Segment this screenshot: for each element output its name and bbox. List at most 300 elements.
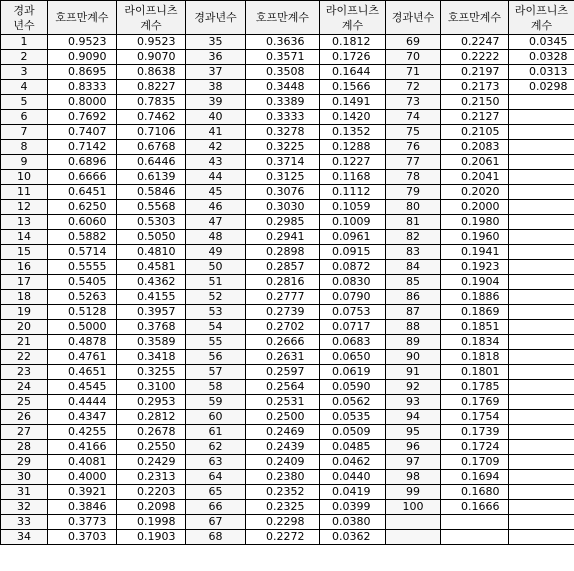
table-row xyxy=(1,140,574,155)
year-cell: 5 xyxy=(1,95,48,110)
table-row xyxy=(1,425,574,440)
hoffmann-cell: 0.2531 xyxy=(246,395,320,410)
leibniz-cell xyxy=(509,200,574,215)
year-cell: 97 xyxy=(386,455,441,470)
year-cell: 27 xyxy=(1,425,48,440)
hoffmann-cell: 0.2666 xyxy=(246,335,320,350)
year-cell: 47 xyxy=(186,215,246,230)
hoffmann-cell: 0.2380 xyxy=(246,470,320,485)
year-cell: 63 xyxy=(186,455,246,470)
hoffmann-cell: 0.3448 xyxy=(246,80,320,95)
hoffmann-cell: 0.3030 xyxy=(246,200,320,215)
year-cell: 62 xyxy=(186,440,246,455)
hoffmann-cell: 0.2197 xyxy=(441,65,509,80)
table-row xyxy=(1,455,574,470)
hoffmann-cell: 0.3571 xyxy=(246,50,320,65)
table-row xyxy=(1,320,574,335)
leibniz-cell: 0.1644 xyxy=(320,65,386,80)
leibniz-cell xyxy=(509,95,574,110)
hoffmann-cell: 0.3278 xyxy=(246,125,320,140)
leibniz-cell: 0.0509 xyxy=(320,425,386,440)
year-cell: 6 xyxy=(1,110,48,125)
leibniz-cell: 0.8638 xyxy=(117,65,186,80)
year-cell: 66 xyxy=(186,500,246,515)
table-row xyxy=(1,335,574,350)
hoffmann-cell: 0.1709 xyxy=(441,455,509,470)
leibniz-cell: 0.1227 xyxy=(320,155,386,170)
year-cell: 43 xyxy=(186,155,246,170)
hoffmann-cell: 0.3846 xyxy=(48,500,117,515)
leibniz-cell: 0.0462 xyxy=(320,455,386,470)
header-hoffmann: 호프만계수 xyxy=(441,1,509,35)
year-cell: 59 xyxy=(186,395,246,410)
year-cell: 54 xyxy=(186,320,246,335)
table-row xyxy=(1,275,574,290)
year-cell: 40 xyxy=(186,110,246,125)
hoffmann-cell: 0.2469 xyxy=(246,425,320,440)
table-row xyxy=(1,380,574,395)
leibniz-cell: 0.0362 xyxy=(320,530,386,545)
year-cell: 94 xyxy=(386,410,441,425)
hoffmann-cell: 0.2739 xyxy=(246,305,320,320)
header-hoffmann: 호프만계수 xyxy=(246,1,320,35)
table-row xyxy=(1,305,574,320)
year-cell: 18 xyxy=(1,290,48,305)
header-leibniz: 라이프니츠 계수 xyxy=(117,1,186,35)
table-row xyxy=(1,170,574,185)
year-cell: 25 xyxy=(1,395,48,410)
leibniz-cell xyxy=(509,125,574,140)
leibniz-cell xyxy=(509,275,574,290)
year-cell: 36 xyxy=(186,50,246,65)
leibniz-cell: 0.0485 xyxy=(320,440,386,455)
year-cell: 2 xyxy=(1,50,48,65)
year-cell xyxy=(386,515,441,530)
year-cell: 70 xyxy=(386,50,441,65)
year-cell: 21 xyxy=(1,335,48,350)
hoffmann-cell: 0.1834 xyxy=(441,335,509,350)
hoffmann-cell: 0.4347 xyxy=(48,410,117,425)
hoffmann-cell: 0.2898 xyxy=(246,245,320,260)
header-year: 경과년수 xyxy=(386,1,441,35)
leibniz-cell: 0.0298 xyxy=(509,80,574,95)
year-cell: 57 xyxy=(186,365,246,380)
leibniz-cell xyxy=(509,140,574,155)
table-row xyxy=(1,530,574,545)
leibniz-cell: 0.4155 xyxy=(117,290,186,305)
year-cell: 98 xyxy=(386,470,441,485)
leibniz-cell xyxy=(509,110,574,125)
hoffmann-cell: 0.1941 xyxy=(441,245,509,260)
leibniz-cell: 0.5050 xyxy=(117,230,186,245)
table-row xyxy=(1,50,574,65)
table-row xyxy=(1,290,574,305)
leibniz-cell xyxy=(509,290,574,305)
year-cell: 28 xyxy=(1,440,48,455)
leibniz-cell: 0.9523 xyxy=(117,35,186,50)
year-cell: 74 xyxy=(386,110,441,125)
leibniz-cell: 0.0399 xyxy=(320,500,386,515)
year-cell: 49 xyxy=(186,245,246,260)
year-cell: 32 xyxy=(1,500,48,515)
hoffmann-cell: 0.2409 xyxy=(246,455,320,470)
leibniz-cell: 0.7106 xyxy=(117,125,186,140)
leibniz-cell xyxy=(509,320,574,335)
hoffmann-cell: 0.1960 xyxy=(441,230,509,245)
hoffmann-cell: 0.3703 xyxy=(48,530,117,545)
hoffmann-cell: 0.5000 xyxy=(48,320,117,335)
hoffmann-cell: 0.7142 xyxy=(48,140,117,155)
leibniz-cell: 0.0590 xyxy=(320,380,386,395)
hoffmann-cell: 0.4000 xyxy=(48,470,117,485)
year-cell: 82 xyxy=(386,230,441,245)
leibniz-cell xyxy=(509,515,574,530)
hoffmann-cell: 0.4444 xyxy=(48,395,117,410)
hoffmann-cell: 0.1851 xyxy=(441,320,509,335)
hoffmann-cell: 0.2816 xyxy=(246,275,320,290)
year-cell: 41 xyxy=(186,125,246,140)
year-cell: 22 xyxy=(1,350,48,365)
leibniz-cell: 0.2203 xyxy=(117,485,186,500)
year-cell: 42 xyxy=(186,140,246,155)
hoffmann-cell: 0.2631 xyxy=(246,350,320,365)
hoffmann-cell: 0.1980 xyxy=(441,215,509,230)
year-cell: 95 xyxy=(386,425,441,440)
year-cell: 3 xyxy=(1,65,48,80)
hoffmann-cell: 0.5555 xyxy=(48,260,117,275)
year-cell: 78 xyxy=(386,170,441,185)
leibniz-cell xyxy=(509,335,574,350)
year-cell: 83 xyxy=(386,245,441,260)
hoffmann-cell: 0.3076 xyxy=(246,185,320,200)
year-cell: 23 xyxy=(1,365,48,380)
hoffmann-cell: 0.2857 xyxy=(246,260,320,275)
hoffmann-cell: 0.2150 xyxy=(441,95,509,110)
hoffmann-cell: 0.2352 xyxy=(246,485,320,500)
year-cell: 16 xyxy=(1,260,48,275)
hoffmann-cell: 0.5405 xyxy=(48,275,117,290)
hoffmann-cell: 0.2061 xyxy=(441,155,509,170)
leibniz-cell: 0.2098 xyxy=(117,500,186,515)
table-row xyxy=(1,395,574,410)
year-cell: 34 xyxy=(1,530,48,545)
year-cell: 35 xyxy=(186,35,246,50)
year-cell: 90 xyxy=(386,350,441,365)
leibniz-cell: 0.6139 xyxy=(117,170,186,185)
leibniz-cell: 0.2812 xyxy=(117,410,186,425)
leibniz-cell: 0.4581 xyxy=(117,260,186,275)
leibniz-cell: 0.4362 xyxy=(117,275,186,290)
leibniz-cell: 0.1420 xyxy=(320,110,386,125)
hoffmann-cell: 0.1904 xyxy=(441,275,509,290)
leibniz-cell: 0.2678 xyxy=(117,425,186,440)
year-cell: 12 xyxy=(1,200,48,215)
hoffmann-cell: 0.3125 xyxy=(246,170,320,185)
hoffmann-cell: 0.5128 xyxy=(48,305,117,320)
year-cell: 72 xyxy=(386,80,441,95)
hoffmann-cell: 0.1923 xyxy=(441,260,509,275)
year-cell: 4 xyxy=(1,80,48,95)
hoffmann-cell: 0.2564 xyxy=(246,380,320,395)
header-hoffmann: 호프만계수 xyxy=(48,1,117,35)
leibniz-cell: 0.1059 xyxy=(320,200,386,215)
hoffmann-cell: 0.2083 xyxy=(441,140,509,155)
hoffmann-cell xyxy=(441,515,509,530)
year-cell: 29 xyxy=(1,455,48,470)
leibniz-cell: 0.0380 xyxy=(320,515,386,530)
table-body xyxy=(1,35,574,545)
year-cell: 58 xyxy=(186,380,246,395)
leibniz-cell xyxy=(509,305,574,320)
year-cell: 100 xyxy=(386,500,441,515)
leibniz-cell: 0.8227 xyxy=(117,80,186,95)
hoffmann-cell: 0.4166 xyxy=(48,440,117,455)
leibniz-cell: 0.3589 xyxy=(117,335,186,350)
leibniz-cell: 0.1288 xyxy=(320,140,386,155)
year-cell: 86 xyxy=(386,290,441,305)
leibniz-cell: 0.6446 xyxy=(117,155,186,170)
leibniz-cell xyxy=(509,530,574,545)
header-year: 경과년수 xyxy=(186,1,246,35)
year-cell: 9 xyxy=(1,155,48,170)
hoffmann-cell: 0.5714 xyxy=(48,245,117,260)
year-cell: 93 xyxy=(386,395,441,410)
year-cell: 31 xyxy=(1,485,48,500)
year-cell: 92 xyxy=(386,380,441,395)
year-cell: 46 xyxy=(186,200,246,215)
year-cell: 38 xyxy=(186,80,246,95)
leibniz-cell xyxy=(509,395,574,410)
hoffmann-cell: 0.4878 xyxy=(48,335,117,350)
year-cell: 44 xyxy=(186,170,246,185)
year-cell: 65 xyxy=(186,485,246,500)
hoffmann-cell: 0.3773 xyxy=(48,515,117,530)
table-row xyxy=(1,440,574,455)
table-row xyxy=(1,500,574,515)
leibniz-cell xyxy=(509,380,574,395)
leibniz-cell: 0.1812 xyxy=(320,35,386,50)
leibniz-cell: 0.0717 xyxy=(320,320,386,335)
hoffmann-cell: 0.1680 xyxy=(441,485,509,500)
year-cell: 39 xyxy=(186,95,246,110)
year-cell: 79 xyxy=(386,185,441,200)
hoffmann-cell: 0.2020 xyxy=(441,185,509,200)
year-cell: 91 xyxy=(386,365,441,380)
leibniz-cell xyxy=(509,185,574,200)
leibniz-cell xyxy=(509,365,574,380)
leibniz-cell xyxy=(509,350,574,365)
leibniz-cell: 0.5568 xyxy=(117,200,186,215)
leibniz-cell xyxy=(509,485,574,500)
header-year: 경과 년수 xyxy=(1,1,48,35)
table-row xyxy=(1,110,574,125)
leibniz-cell: 0.0753 xyxy=(320,305,386,320)
hoffmann-cell: 0.5263 xyxy=(48,290,117,305)
year-cell: 69 xyxy=(386,35,441,50)
year-cell: 76 xyxy=(386,140,441,155)
hoffmann-cell: 0.2325 xyxy=(246,500,320,515)
year-cell: 75 xyxy=(386,125,441,140)
year-cell: 1 xyxy=(1,35,48,50)
leibniz-cell: 0.0535 xyxy=(320,410,386,425)
leibniz-cell xyxy=(509,170,574,185)
leibniz-cell: 0.2429 xyxy=(117,455,186,470)
leibniz-cell: 0.0830 xyxy=(320,275,386,290)
hoffmann-cell: 0.6060 xyxy=(48,215,117,230)
leibniz-cell xyxy=(509,470,574,485)
year-cell: 61 xyxy=(186,425,246,440)
year-cell: 20 xyxy=(1,320,48,335)
hoffmann-cell: 0.1886 xyxy=(441,290,509,305)
leibniz-cell: 0.1491 xyxy=(320,95,386,110)
hoffmann-cell: 0.2439 xyxy=(246,440,320,455)
table-row xyxy=(1,410,574,425)
hoffmann-cell: 0.8333 xyxy=(48,80,117,95)
table-row xyxy=(1,80,574,95)
year-cell: 67 xyxy=(186,515,246,530)
hoffmann-cell: 0.2222 xyxy=(441,50,509,65)
leibniz-cell xyxy=(509,440,574,455)
leibniz-cell: 0.1903 xyxy=(117,530,186,545)
year-cell: 55 xyxy=(186,335,246,350)
leibniz-cell: 0.0790 xyxy=(320,290,386,305)
year-cell: 15 xyxy=(1,245,48,260)
hoffmann-cell: 0.1818 xyxy=(441,350,509,365)
hoffmann-cell: 0.8000 xyxy=(48,95,117,110)
hoffmann-cell: 0.1754 xyxy=(441,410,509,425)
year-cell: 80 xyxy=(386,200,441,215)
year-cell: 87 xyxy=(386,305,441,320)
hoffmann-cell: 0.5882 xyxy=(48,230,117,245)
leibniz-cell: 0.1009 xyxy=(320,215,386,230)
hoffmann-cell: 0.6250 xyxy=(48,200,117,215)
hoffmann-cell: 0.3333 xyxy=(246,110,320,125)
year-cell: 51 xyxy=(186,275,246,290)
leibniz-cell xyxy=(509,215,574,230)
hoffmann-cell: 0.9523 xyxy=(48,35,117,50)
table-row xyxy=(1,515,574,530)
leibniz-cell: 0.0683 xyxy=(320,335,386,350)
leibniz-cell: 0.3957 xyxy=(117,305,186,320)
hoffmann-cell: 0.1694 xyxy=(441,470,509,485)
leibniz-cell: 0.0562 xyxy=(320,395,386,410)
hoffmann-cell: 0.1739 xyxy=(441,425,509,440)
hoffmann-cell: 0.2041 xyxy=(441,170,509,185)
hoffmann-cell: 0.9090 xyxy=(48,50,117,65)
header-row xyxy=(1,1,574,35)
table-row xyxy=(1,260,574,275)
hoffmann-cell: 0.7407 xyxy=(48,125,117,140)
table-row xyxy=(1,365,574,380)
hoffmann-cell: 0.2941 xyxy=(246,230,320,245)
table-row xyxy=(1,65,574,80)
table-row xyxy=(1,215,574,230)
year-cell: 33 xyxy=(1,515,48,530)
leibniz-cell: 0.2313 xyxy=(117,470,186,485)
hoffmann-cell: 0.2298 xyxy=(246,515,320,530)
hoffmann-cell: 0.1801 xyxy=(441,365,509,380)
year-cell: 19 xyxy=(1,305,48,320)
hoffmann-cell: 0.8695 xyxy=(48,65,117,80)
table-row xyxy=(1,35,574,50)
hoffmann-cell: 0.6896 xyxy=(48,155,117,170)
year-cell: 84 xyxy=(386,260,441,275)
year-cell: 45 xyxy=(186,185,246,200)
year-cell: 13 xyxy=(1,215,48,230)
leibniz-cell: 0.0961 xyxy=(320,230,386,245)
leibniz-cell: 0.3768 xyxy=(117,320,186,335)
year-cell: 56 xyxy=(186,350,246,365)
leibniz-cell: 0.3418 xyxy=(117,350,186,365)
table-row xyxy=(1,155,574,170)
year-cell: 60 xyxy=(186,410,246,425)
hoffmann-cell: 0.2985 xyxy=(246,215,320,230)
table-row xyxy=(1,230,574,245)
table-row xyxy=(1,200,574,215)
hoffmann-cell: 0.6451 xyxy=(48,185,117,200)
leibniz-cell: 0.7835 xyxy=(117,95,186,110)
hoffmann-cell: 0.1785 xyxy=(441,380,509,395)
leibniz-cell: 0.3255 xyxy=(117,365,186,380)
leibniz-cell: 0.4810 xyxy=(117,245,186,260)
leibniz-cell: 0.5303 xyxy=(117,215,186,230)
hoffmann-cell: 0.6666 xyxy=(48,170,117,185)
year-cell: 96 xyxy=(386,440,441,455)
hoffmann-cell: 0.4255 xyxy=(48,425,117,440)
hoffmann-cell: 0.7692 xyxy=(48,110,117,125)
year-cell: 48 xyxy=(186,230,246,245)
leibniz-cell: 0.1998 xyxy=(117,515,186,530)
year-cell: 89 xyxy=(386,335,441,350)
year-cell: 10 xyxy=(1,170,48,185)
year-cell: 7 xyxy=(1,125,48,140)
leibniz-cell: 0.0872 xyxy=(320,260,386,275)
hoffmann-cell: 0.2702 xyxy=(246,320,320,335)
leibniz-cell: 0.0345 xyxy=(509,35,574,50)
leibniz-cell: 0.0650 xyxy=(320,350,386,365)
year-cell: 64 xyxy=(186,470,246,485)
leibniz-cell: 0.2550 xyxy=(117,440,186,455)
table-row xyxy=(1,470,574,485)
table-row xyxy=(1,125,574,140)
leibniz-cell: 0.7462 xyxy=(117,110,186,125)
leibniz-cell xyxy=(509,410,574,425)
year-cell: 30 xyxy=(1,470,48,485)
leibniz-cell: 0.6768 xyxy=(117,140,186,155)
hoffmann-cell: 0.3225 xyxy=(246,140,320,155)
hoffmann-cell: 0.4651 xyxy=(48,365,117,380)
year-cell xyxy=(386,530,441,545)
leibniz-cell xyxy=(509,155,574,170)
leibniz-cell: 0.2953 xyxy=(117,395,186,410)
hoffmann-cell: 0.2597 xyxy=(246,365,320,380)
table-row xyxy=(1,245,574,260)
year-cell: 53 xyxy=(186,305,246,320)
year-cell: 73 xyxy=(386,95,441,110)
header-leibniz: 라이프니츠 계수 xyxy=(320,1,386,35)
leibniz-cell: 0.0619 xyxy=(320,365,386,380)
leibniz-cell: 0.0915 xyxy=(320,245,386,260)
hoffmann-cell: 0.3389 xyxy=(246,95,320,110)
hoffmann-cell: 0.2777 xyxy=(246,290,320,305)
hoffmann-cell: 0.2500 xyxy=(246,410,320,425)
year-cell: 88 xyxy=(386,320,441,335)
year-cell: 52 xyxy=(186,290,246,305)
leibniz-cell: 0.0419 xyxy=(320,485,386,500)
header-leibniz: 라이프니츠 계수 xyxy=(509,1,574,35)
hoffmann-cell: 0.3921 xyxy=(48,485,117,500)
year-cell: 26 xyxy=(1,410,48,425)
